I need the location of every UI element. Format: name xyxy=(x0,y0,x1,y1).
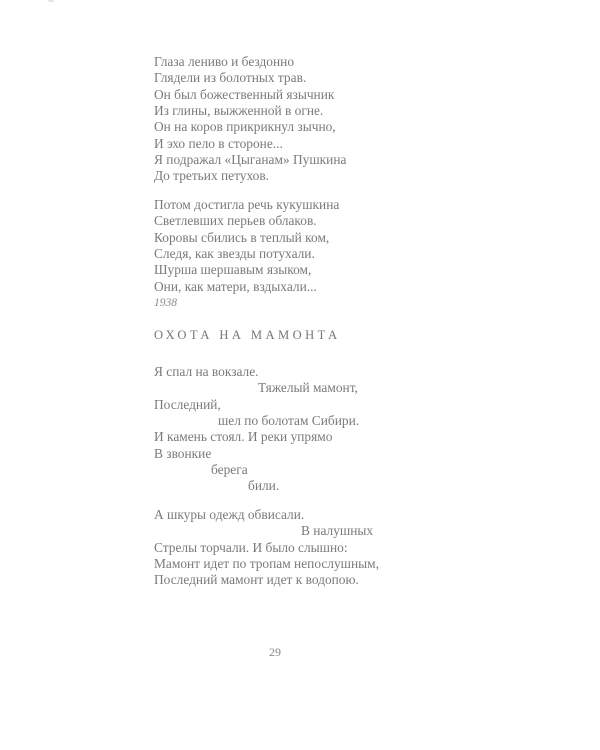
verse-line: Потом достигла речь кукушкина xyxy=(154,197,340,212)
verse-line: Шурша шершавым языком, xyxy=(154,262,312,277)
verse-line: Из глины, выжженной в огне. xyxy=(154,103,324,118)
verse-line: Светлевших перьев облаков. xyxy=(154,213,317,228)
verse-line: Я спал на вокзале. xyxy=(154,364,259,379)
verse-line: И эхо пело в стороне... xyxy=(154,136,283,151)
verse-line-indented: берега xyxy=(211,462,248,477)
verse-line: Он на коров прикрикнул зычно, xyxy=(154,119,336,134)
verse-line: Следя, как звезды потухали. xyxy=(154,246,315,261)
verse-line: Он был божественный язычник xyxy=(154,87,335,102)
verse-line-indented: били. xyxy=(248,478,280,493)
verse-line: Они, как матери, вздыхали... xyxy=(154,279,317,294)
verse-line: И камень стоял. И реки упрямо xyxy=(154,429,333,444)
verse-line: А шкуры одежд обвисали. xyxy=(154,507,305,522)
verse-line-indented: Тяжелый мамонт, xyxy=(258,380,358,395)
verse-line: До третьих петухов. xyxy=(154,168,270,183)
poem-title: ОХОТА НА МАМОНТА xyxy=(154,328,341,342)
verse-line: Глаза лениво и бездонно xyxy=(154,54,295,69)
page-number: 29 xyxy=(269,645,281,659)
scan-mark xyxy=(48,0,54,2)
verse-line: Мамонт идет по тропам непослушным, xyxy=(154,556,379,571)
verse-line-indented: шел по болотам Сибири. xyxy=(218,413,360,428)
verse-line: В звонкие xyxy=(154,446,212,461)
verse-line: Глядели из болотных трав. xyxy=(154,70,307,85)
poem-year: 1938 xyxy=(154,297,177,309)
verse-line: Последний мамонт идет к водопою. xyxy=(154,572,359,587)
verse-line: Стрелы торчали. И было слышно: xyxy=(154,540,348,555)
verse-line: Коровы сбились в теплый ком, xyxy=(154,230,330,245)
verse-line: Я подражал «Цыганам» Пушкина xyxy=(154,152,347,167)
verse-line: Последний, xyxy=(154,397,221,412)
verse-line-indented: В налушных xyxy=(301,523,374,538)
